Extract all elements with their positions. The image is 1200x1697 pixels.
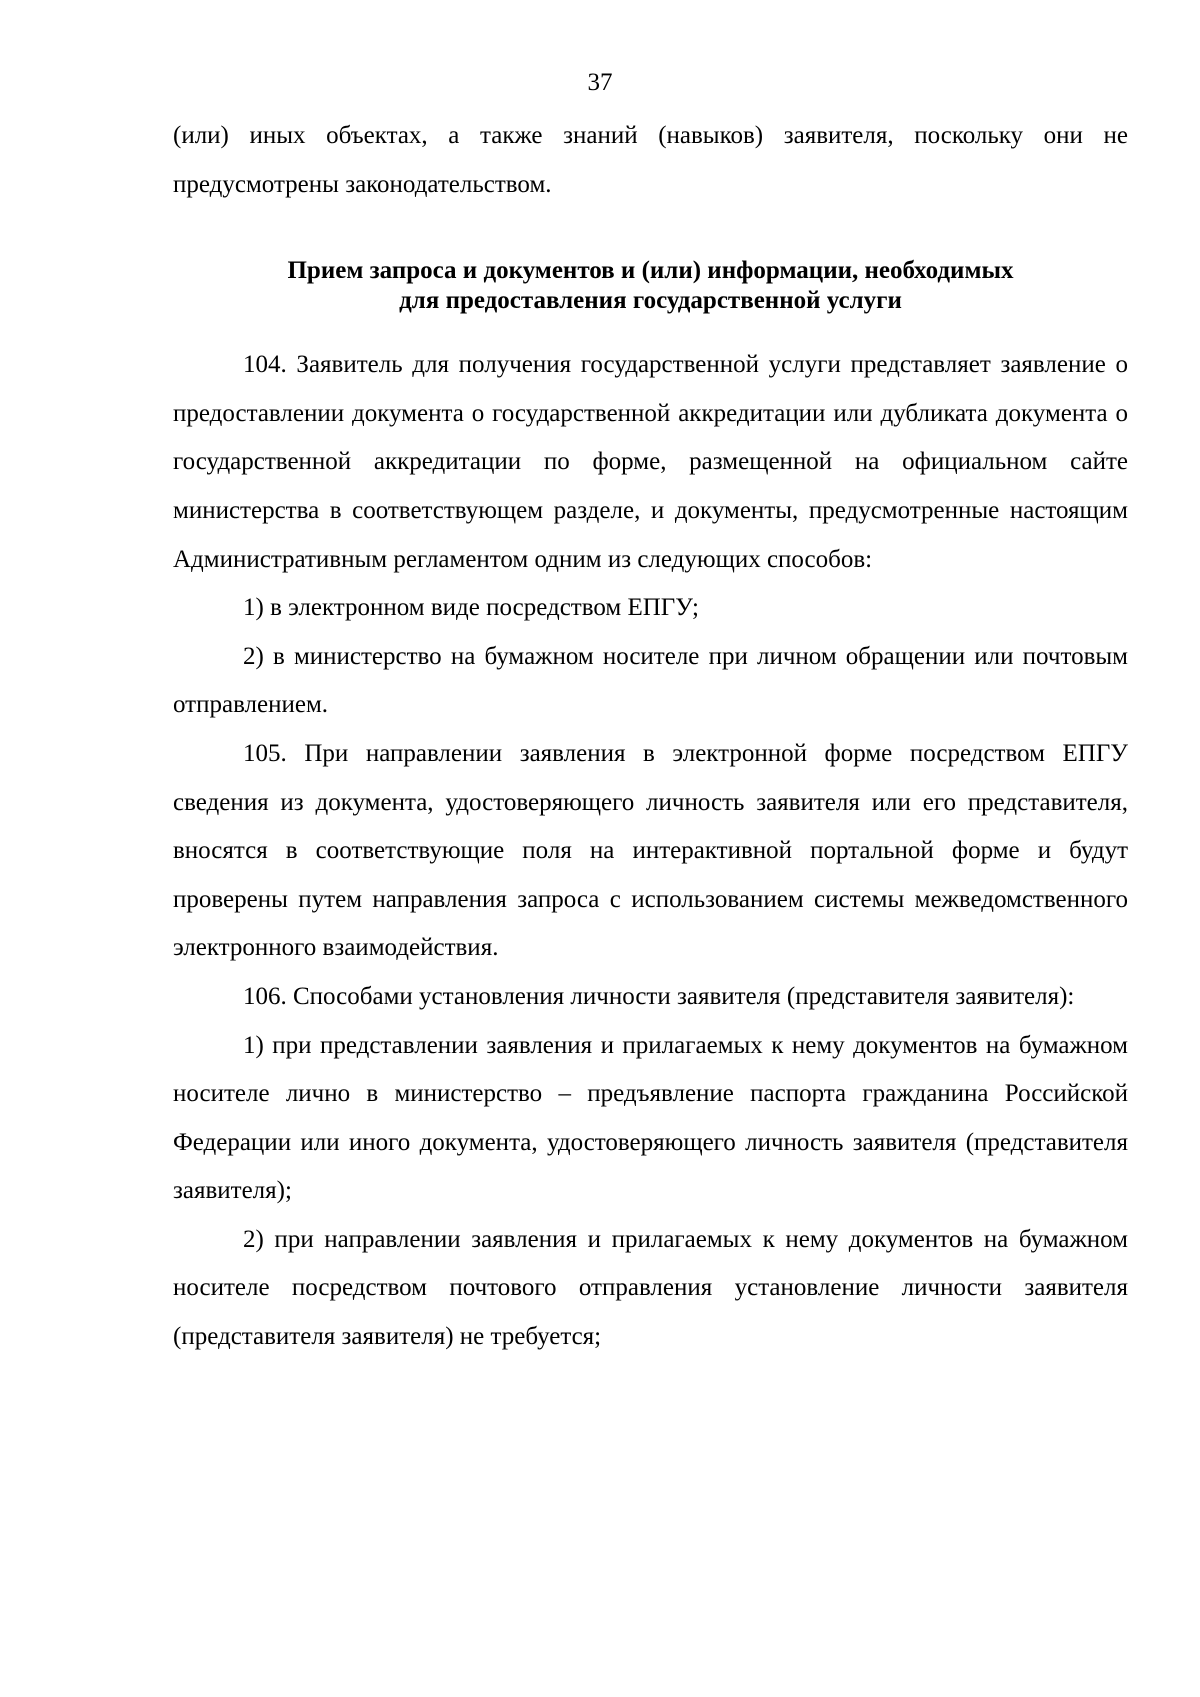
document-body	[173, 112, 1128, 1362]
section-heading-line-1: Прием запроса и документов и (или) информации, необходимых	[287, 257, 1014, 285]
paragraph-106: 106. Способами установления личности заявителя (представителя заявителя):	[243, 982, 1075, 1010]
section-heading	[173, 256, 1128, 316]
section-heading-line-2: для предоставления государственной услуги	[399, 287, 902, 315]
paragraph-104-item-1: 1) в электронном виде посредством ЕПГУ;	[243, 594, 699, 622]
page-number: 37	[587, 69, 613, 96]
paragraph-105: 105. При направлении заявления в электронной форме посредством ЕПГУ сведения из документа, удостоверяющего личность заявителя или его представителя, вносятся в соответствующие поля на интерактивной портальной форме и будут проверены путем направления запроса с использованием системы межведомственного электронного взаимодействия.	[173, 739, 1128, 962]
paragraph-104: 104. Заявитель для получения государственной услуги представляет заявление о предоставлении документа о государственной аккредитации или дубликата документа о государственной аккредитации по форме, размещенной на официальном сайте министерства в соответствующем разделе, и документы, предусмотренные настоящим Административным регламентом одним из следующих способов:	[173, 351, 1128, 573]
intro-paragraph: (или) иных объектах, а также знаний (навыков) заявителя, поскольку они не предусмотрены законодательством.	[173, 122, 1128, 198]
paragraph-106-item-2: 2) при направлении заявления и прилагаемых к нему документов на бумажном носителе посредством почтового отправления установление личности заявителя (представителя заявителя) не требуется;	[173, 1225, 1128, 1351]
paragraph-106-item-1: 1) при представлении заявления и прилагаемых к нему документов на бумажном носителе лично в министерство – предъявление паспорта гражданина Российской Федерации или иного документа, удостоверяющего личность заявителя (представителя заявителя);	[173, 1031, 1128, 1205]
paragraph-104-item-2: 2) в министерство на бумажном носителе при личном обращении или почтовым отправлением.	[173, 642, 1128, 719]
